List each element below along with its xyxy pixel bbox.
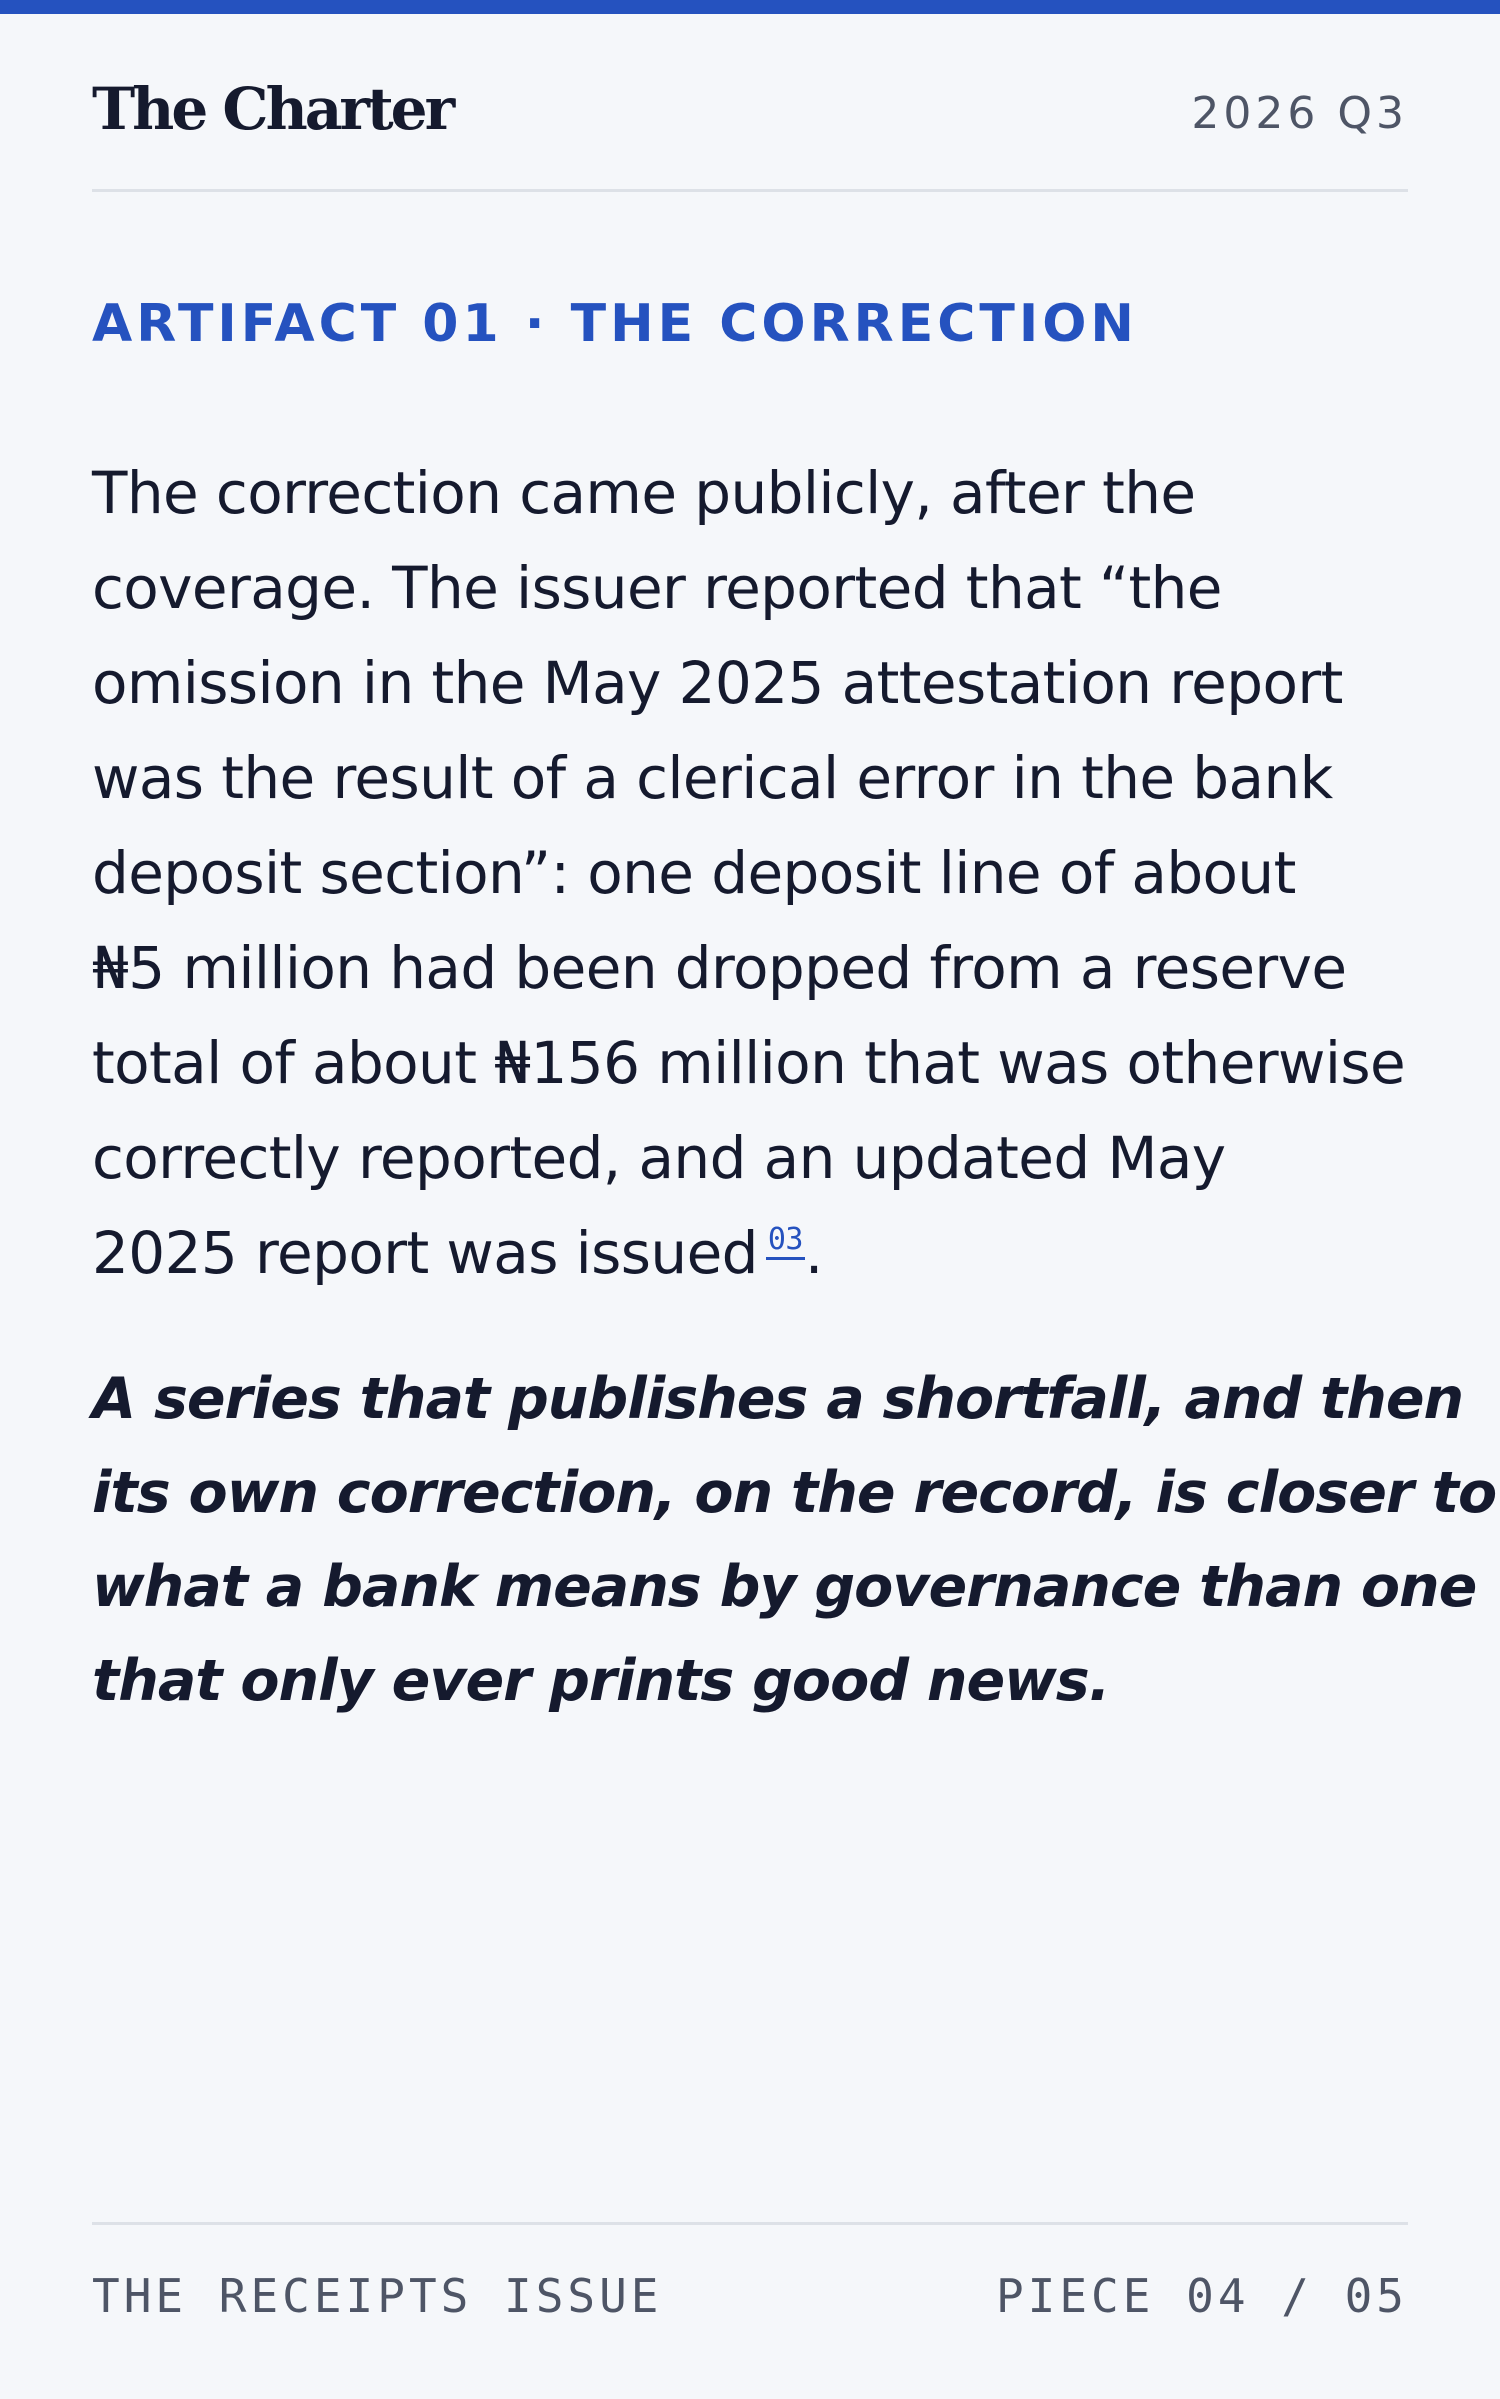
body-line-last bbox=[92, 1206, 1422, 1301]
body-line: was the result of a clerical error in the bank bbox=[92, 744, 1333, 812]
section-kicker: ARTIFACT 01 · THE CORRECTION bbox=[92, 294, 1138, 354]
body-line: deposit section”: one deposit line of about bbox=[92, 839, 1296, 907]
body-line: ₦5 million had been dropped from a reserve bbox=[92, 934, 1347, 1002]
body-line: omission in the May 2025 attestation report bbox=[92, 649, 1343, 717]
publication-logo[interactable]: The Charter bbox=[92, 75, 453, 143]
page-footer bbox=[92, 2222, 1408, 2335]
footnote-link[interactable]: 03 bbox=[766, 1222, 805, 1260]
article-body bbox=[92, 446, 1422, 1301]
pull-quote-line: what a bank means by governance than one bbox=[92, 1554, 1477, 1620]
body-line: correctly reported, and an updated May bbox=[92, 1124, 1226, 1192]
pull-quote-line: that only ever prints good news. bbox=[92, 1648, 1110, 1714]
issue-name: THE RECEIPTS ISSUE bbox=[92, 2269, 663, 2323]
masthead bbox=[92, 72, 1408, 192]
body-line-text: 2025 report was issued bbox=[92, 1219, 758, 1287]
pull-quote-line: A series that publishes a shortfall, and then bbox=[92, 1366, 1464, 1432]
body-line: coverage. The issuer reported that “the bbox=[92, 554, 1222, 622]
piece-counter: PIECE 04 / 05 bbox=[995, 2269, 1408, 2323]
body-line: The correction came publicly, after the bbox=[92, 459, 1196, 527]
body-period: . bbox=[804, 1219, 823, 1287]
pull-quote bbox=[92, 1352, 1497, 1728]
pull-quote-line: its own correction, on the record, is closer to bbox=[92, 1460, 1497, 1526]
body-line: total of about ₦156 million that was otherwise bbox=[92, 1029, 1406, 1097]
issue-date: 2026 Q3 bbox=[1191, 88, 1408, 139]
top-accent-bar bbox=[0, 0, 1500, 14]
